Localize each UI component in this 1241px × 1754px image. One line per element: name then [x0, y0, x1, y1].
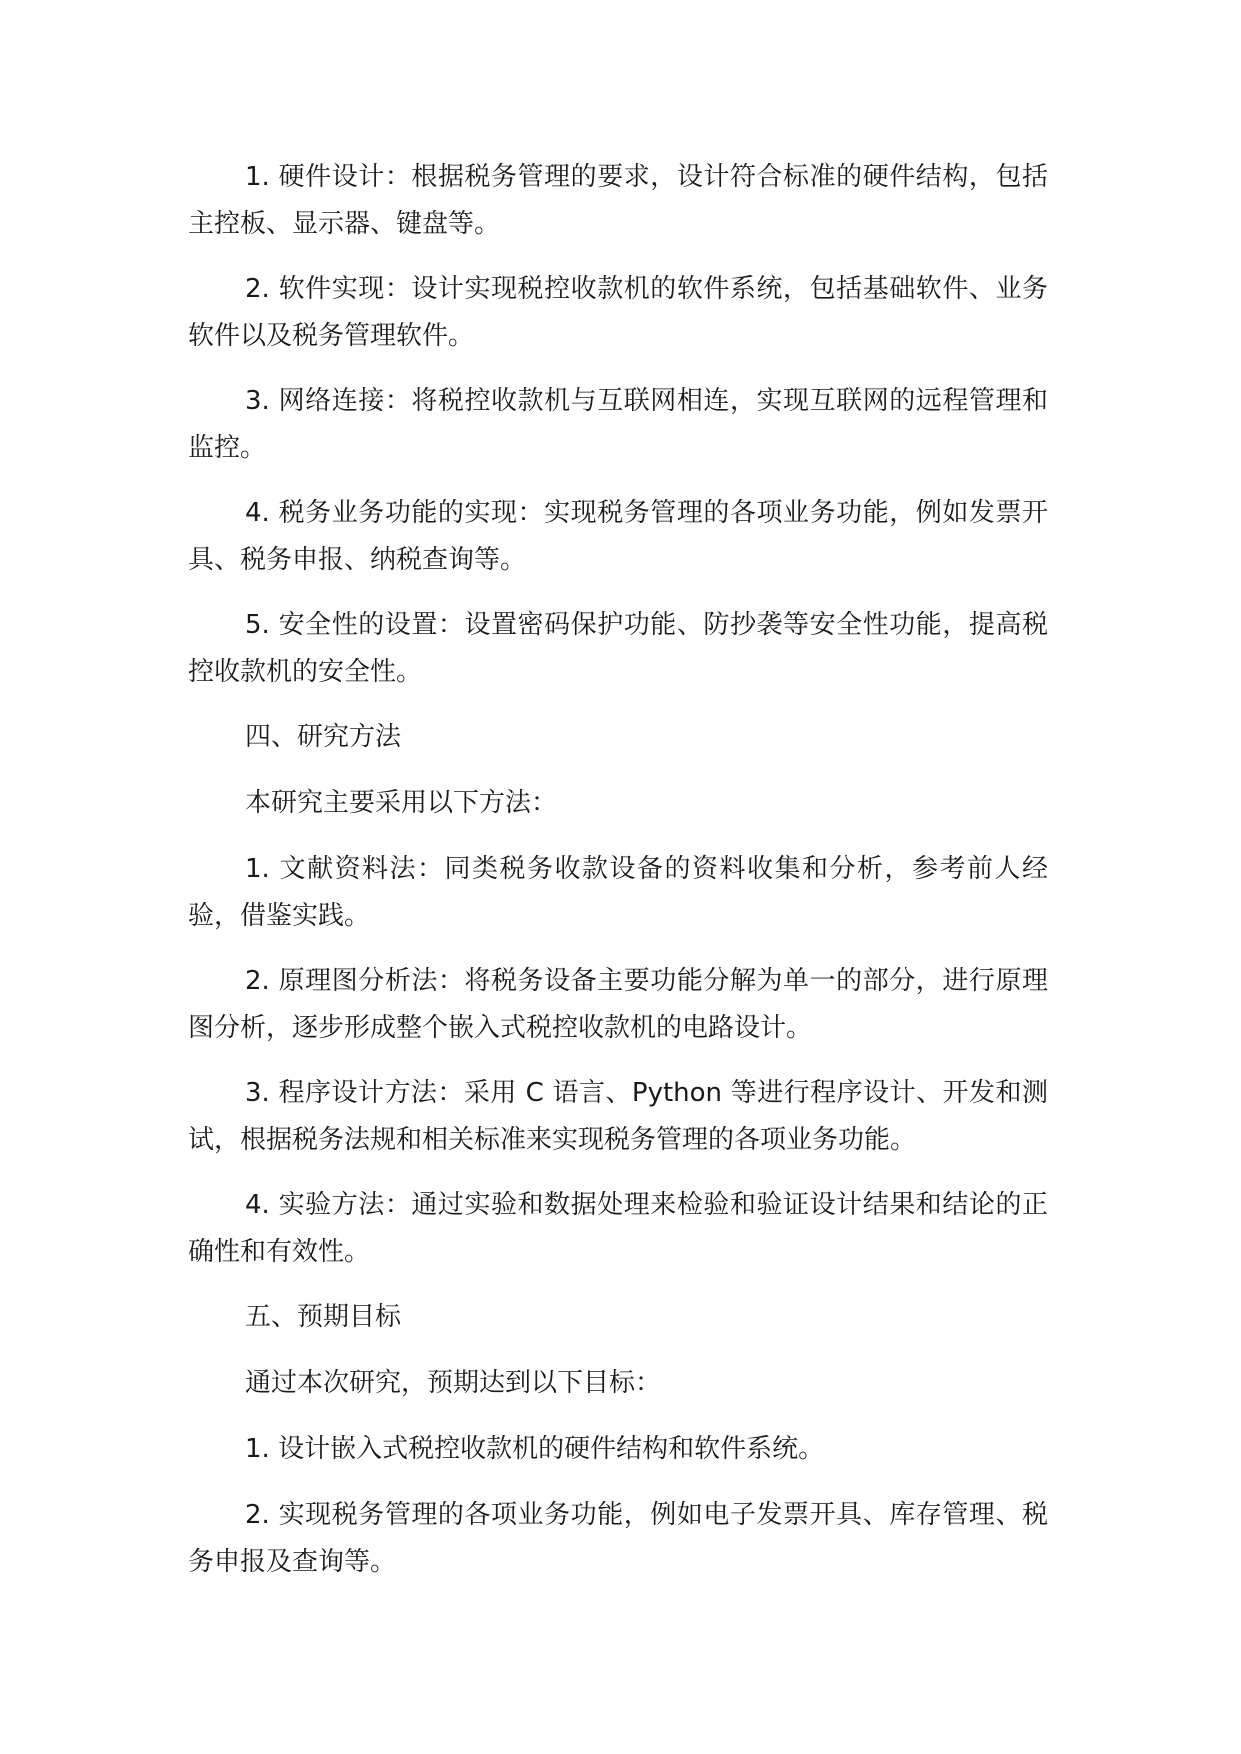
- expected-goals-heading: 五、预期目标: [245, 1302, 402, 1332]
- tax-business-function-item: 4. 税务业务功能的实现：实现税务管理的各项业务功能，例如发票开具、税务申报、纳税查询等。: [188, 498, 1048, 575]
- literature-method-item: 1. 文献资料法：同类税务收款设备的资料收集和分析，参考前人经验，借鉴实践。: [188, 854, 1048, 931]
- research-methods-intro: 本研究主要采用以下方法：: [245, 788, 558, 818]
- expected-goals-intro: 通过本次研究，预期达到以下目标：: [245, 1368, 662, 1398]
- hardware-design-item: 1. 硬件设计：根据税务管理的要求，设计符合标准的硬件结构，包括主控板、显示器、键盘等。: [188, 162, 1048, 239]
- experiment-method-item: 4. 实验方法：通过实验和数据处理来检验和验证设计结果和结论的正确性和有效性。: [188, 1190, 1048, 1267]
- programming-method-item: 3. 程序设计方法：采用 C 语言、Python 等进行程序设计、开发和测试，根据税务法规和相关标准来实现税务管理的各项业务功能。: [188, 1078, 1048, 1155]
- goal-item-1: 1. 设计嵌入式税控收款机的硬件结构和软件系统。: [245, 1434, 825, 1464]
- software-implementation-item: 2. 软件实现：设计实现税控收款机的软件系统，包括基础软件、业务软件以及税务管理软件。: [188, 274, 1048, 351]
- goal-item-2: 2. 实现税务管理的各项业务功能，例如电子发票开具、库存管理、税务申报及查询等。: [188, 1500, 1048, 1577]
- schematic-analysis-item: 2. 原理图分析法：将税务设备主要功能分解为单一的部分，进行原理图分析，逐步形成整个嵌入式税控收款机的电路设计。: [188, 966, 1048, 1043]
- research-methods-heading: 四、研究方法: [245, 722, 402, 752]
- document-body: [188, 154, 1048, 1604]
- security-setting-item: 5. 安全性的设置：设置密码保护功能、防抄袭等安全性功能，提高税控收款机的安全性。: [188, 610, 1048, 687]
- network-connection-item: 3. 网络连接：将税控收款机与互联网相连，实现互联网的远程管理和监控。: [188, 386, 1048, 463]
